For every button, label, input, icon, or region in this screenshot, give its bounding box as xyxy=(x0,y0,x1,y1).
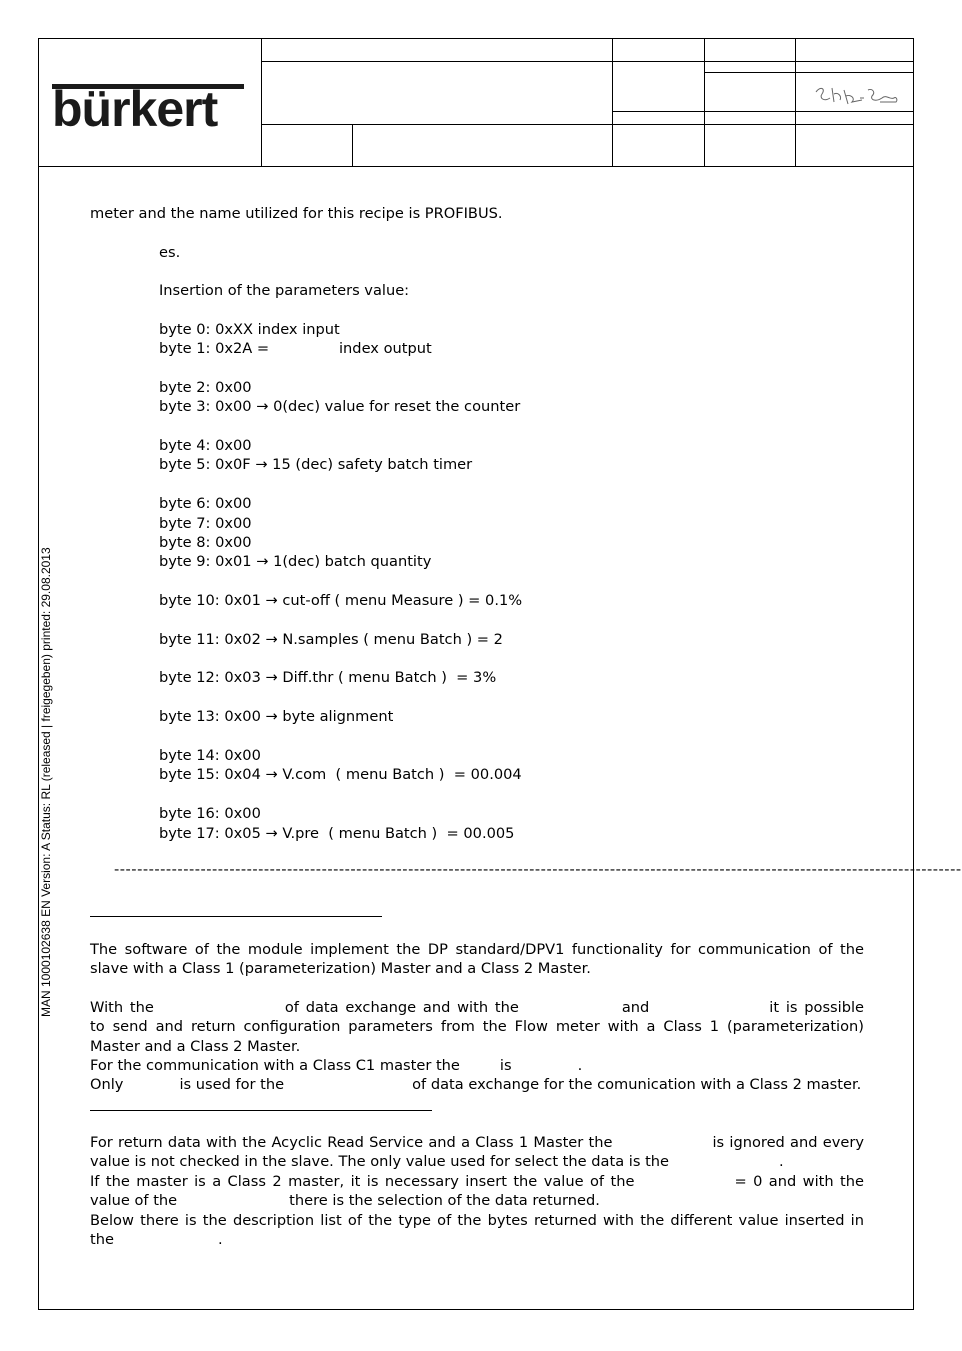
dashed-separator: --------------------------------------------------------------------------------------------------------------------------------------------------- xyxy=(114,861,962,878)
paragraph-text: Only xyxy=(90,1076,124,1093)
paragraph-text: With the xyxy=(90,999,154,1016)
paragraph-text: there is the selection of the data returned. xyxy=(289,1192,600,1210)
paragraph-text: For return data with the Acyclic Read Service and a Class 1 Master the xyxy=(90,1134,613,1151)
byte-line: byte 7: 0x00 xyxy=(159,515,252,532)
title-block-bottom-rule xyxy=(38,166,914,167)
body-line: es. xyxy=(159,244,181,261)
document-status-sidebar xyxy=(38,547,54,1033)
byte-line: byte 9: 0x01 → 1(dec) batch quantity xyxy=(159,553,432,570)
paragraph-text: For the communication with a Class C1 master the xyxy=(90,1057,460,1074)
title-block-divider xyxy=(612,38,613,166)
byte-line: byte 11: 0x02 → N.samples ( menu Batch ) = 2 xyxy=(159,631,503,648)
title-block-row-rule xyxy=(612,111,914,112)
paragraph-text: Below there is the description list of the type of the bytes returned with the different value inserted in the xyxy=(90,1212,864,1249)
byte-line: byte 4: 0x00 xyxy=(159,437,252,454)
byte-line: byte 16: 0x00 xyxy=(159,805,261,822)
logo-text: bürkert xyxy=(52,81,218,137)
title-block-divider xyxy=(795,38,796,166)
paragraph: The software of the module implement the DP standard/DPV1 functionality for communication of the slave with a Class 1 (parameterization) Master and a Class 2 Master. xyxy=(90,941,864,978)
body-line: meter and the name utilized for this recipe is PROFIBUS. xyxy=(90,205,503,222)
byte-line: index output xyxy=(339,340,432,357)
title-block-row-rule xyxy=(704,72,914,73)
title-block-row-rule xyxy=(261,124,914,125)
byte-line: byte 14: 0x00 xyxy=(159,747,261,764)
byte-line: byte 13: 0x00 → byte alignment xyxy=(159,708,394,725)
byte-line: byte 0: 0xXX index input xyxy=(159,321,340,338)
paragraph xyxy=(90,998,864,1056)
body-line: Insertion of the parameters value: xyxy=(159,282,410,299)
paragraph-text: If the master is a Class 2 master, it is necessary insert the value of the xyxy=(90,1173,635,1190)
paragraph-text: it is possible to send and return configuration parameters from the Flow meter with a Class 1 (parameterization) Master and a Class 2 Master. xyxy=(90,999,864,1055)
title-block-divider xyxy=(704,38,705,166)
burkert-logo xyxy=(52,82,244,136)
signature-image xyxy=(810,78,902,110)
paragraph xyxy=(90,1172,864,1211)
paragraph-line xyxy=(90,1075,861,1094)
byte-line: byte 15: 0x04 → V.com ( menu Batch ) = 00.004 xyxy=(159,766,522,783)
title-block-divider xyxy=(352,124,353,166)
document-status-text: MAN 1000102638 EN Version: A Status: RL (released | freigegeben) printed: 29.08.2013 xyxy=(39,547,53,1017)
byte-line: byte 2: 0x00 xyxy=(159,379,252,396)
byte-line: byte 6: 0x00 xyxy=(159,495,252,512)
byte-line: byte 5: 0x0F → 15 (dec) safety batch timer xyxy=(159,456,473,473)
byte-line: byte 8: 0x00 xyxy=(159,534,252,551)
byte-line: byte 10: 0x01 → cut-off ( menu Measure ) = 0.1% xyxy=(159,592,523,609)
byte-line: byte 1: 0x2A = xyxy=(159,340,274,357)
paragraph-text: is used for the xyxy=(179,1076,285,1093)
paragraph-text: = 0 and with the value of the xyxy=(90,1173,864,1210)
byte-line: byte 17: 0x05 → V.pre ( menu Batch ) = 00.005 xyxy=(159,825,515,842)
paragraph-text: . xyxy=(217,1231,223,1249)
paragraph xyxy=(90,1211,864,1250)
byte-line: byte 3: 0x00 → 0(dec) value for reset the counter xyxy=(159,398,521,415)
paragraph-text: of data exchange and with the xyxy=(284,999,519,1016)
paragraph-text: . xyxy=(577,1057,583,1074)
paragraph-text: is ignored and every value is not checked in the slave. The only value used for select the data is the xyxy=(90,1134,864,1171)
section-heading-rule xyxy=(90,916,382,917)
title-block-divider xyxy=(261,38,262,166)
title-block-row-rule xyxy=(261,61,914,62)
paragraph-text: and xyxy=(621,999,650,1016)
paragraph xyxy=(90,1133,864,1172)
byte-line: byte 12: 0x03 → Diff.thr ( menu Batch ) = 3% xyxy=(159,669,497,686)
paragraph-line xyxy=(90,1056,582,1075)
paragraph-text: of data exchange for the comunication with a Class 2 master. xyxy=(412,1076,862,1093)
paragraph-text: . xyxy=(779,1153,784,1171)
section-heading-rule xyxy=(90,1110,432,1111)
paragraph-text: is xyxy=(499,1057,512,1074)
